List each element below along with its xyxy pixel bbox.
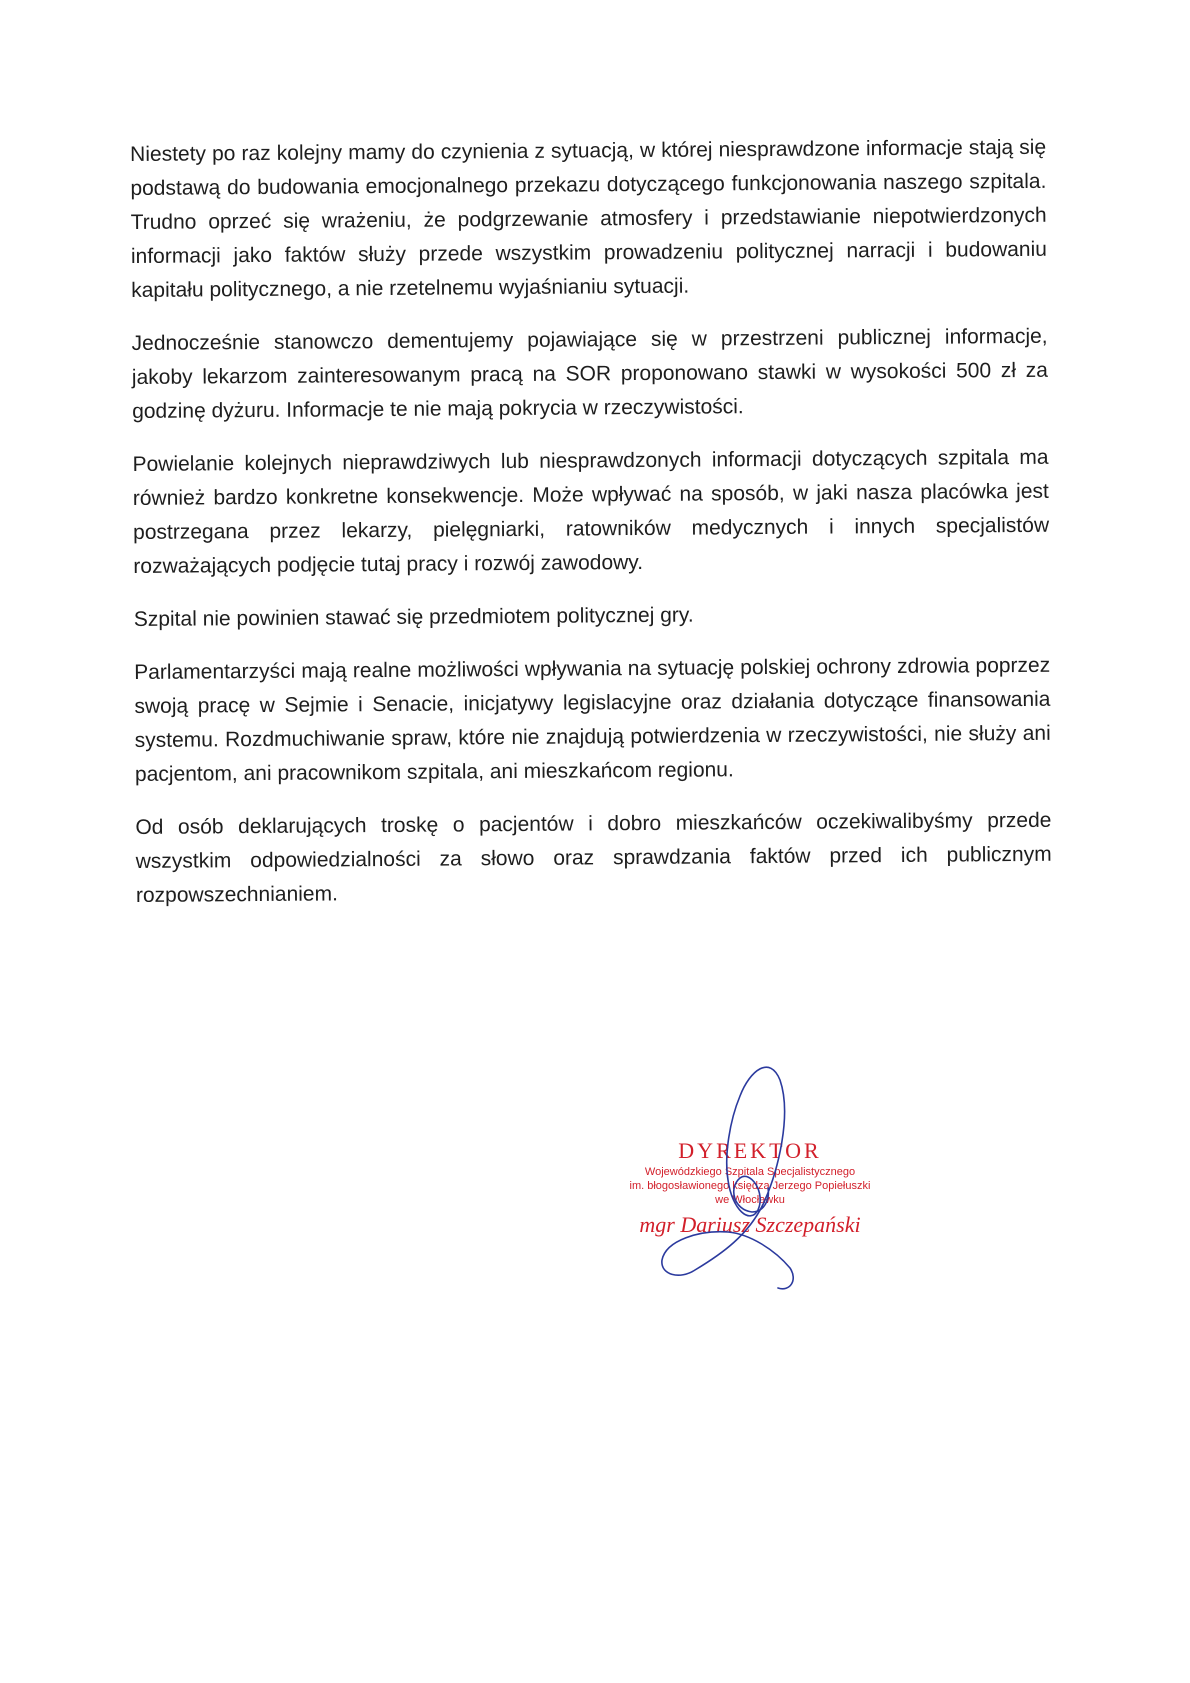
paragraph-5: Parlamentarzyści mają realne możliwości wpływania na sytuację polskiej ochrony zdrowia poprzez swoją pracę w Sejmie i Senacie, inicjatywy legislacyjne oraz działania dotyczące finansowania systemu. Rozdmuchiwanie spraw, które nie znajdują potwierdzenia w rzeczywistości, nie służy ani pacjentom, ani pracownikom szpitala, ani mieszkańcom regionu. bbox=[134, 653, 1051, 786]
stamp-director-name: mgr Dariusz Szczepański bbox=[639, 1212, 861, 1237]
stamp-patron-line: im. błogosławionego księdza Jerzego Popiełuszki bbox=[629, 1180, 871, 1192]
paragraph-1: Niestety po raz kolejny mamy do czynienia z sytuacją, w której niesprawdzone informacje stają się podstawą do budowania emocjonalnego przekazu dotyczącego funkcjonowania naszego szpitala. Trudno oprzeć się wrażeniu, że podgrzewanie atmosfery i przedstawianie niepotwierdzonych informacji jako faktów służy przede wszystkim prowadzeniu politycznej narracji i budowaniu kapitału politycznego, a nie rzetelnemu wyjaśnianiu sytuacji. bbox=[130, 135, 1047, 302]
stamp-institution-line: Wojewódzkiego Szpitala Specjalistycznego bbox=[644, 1166, 856, 1178]
paragraph-6: Od osób deklarujących troskę o pacjentów i dobro mieszkańców oczekiwalibyśmy przede wszystkim odpowiedzialności za słowo oraz sprawdzania faktów przed ich publicznym rozpowszechnianiem. bbox=[135, 808, 1052, 907]
stamp-title: DYREKTOR bbox=[678, 1138, 822, 1163]
paragraph-2: Jednocześnie stanowczo dementujemy pojawiające się w przestrzeni publicznej informacje, jakoby lekarzom zainteresowanym pracą na SOR proponowano stawki w wysokości 500 zł za godzinę dyżuru. Informacje te nie mają pokrycia w rzeczywistości. bbox=[131, 324, 1048, 423]
director-stamp bbox=[600, 1060, 930, 1280]
letter-body bbox=[130, 131, 1052, 932]
paragraph-3: Powielanie kolejnych nieprawdziwych lub niesprawdzonych informacji dotyczących szpitala ma również bardzo konkretne konsekwencje. Może wpływać na sposób, w jaki nasza placówka jest postrzegana przez lekarzy, pielęgniarki, ratowników medycznych i innych specjalistów rozważających podjęcie tutaj pracy i rozwój zawodowy. bbox=[132, 445, 1050, 578]
stamp-city-line: we Włocławku bbox=[715, 1194, 785, 1206]
paragraph-4: Szpital nie powinien stawać się przedmiotem politycznej gry. bbox=[133, 603, 694, 631]
